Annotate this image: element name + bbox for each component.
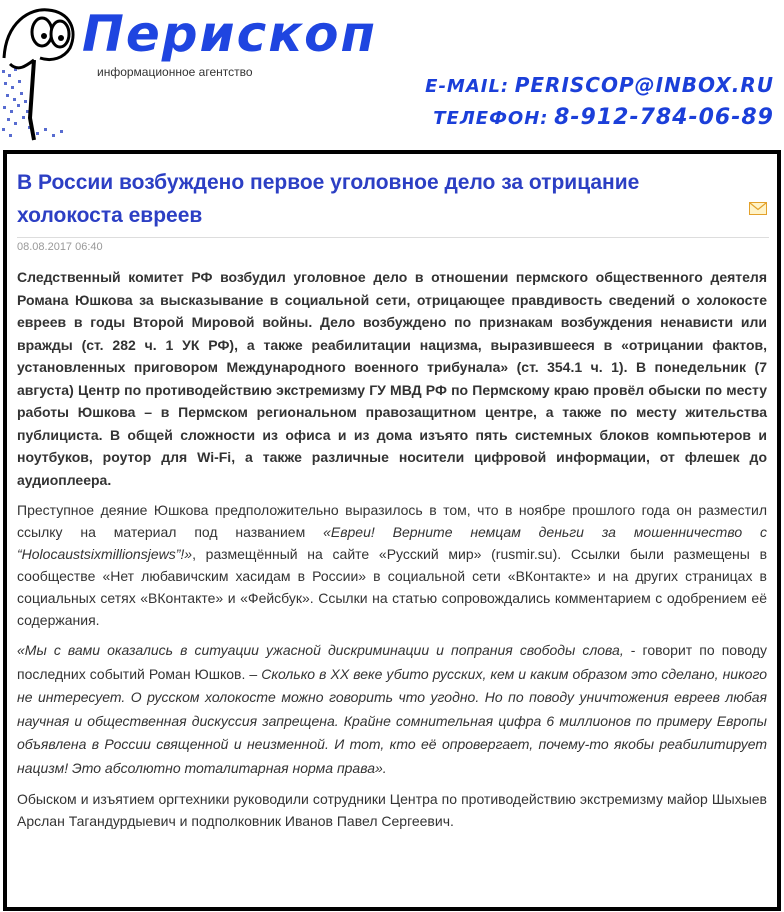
contact-email [425, 73, 774, 97]
phone-value: 8-912-784-06-89 [554, 105, 774, 130]
site-logo-text[interactable]: Перископ [82, 5, 378, 63]
site-tagline: информационное агентство [97, 65, 253, 79]
site-header [0, 0, 784, 146]
article-panel [3, 150, 781, 911]
article-paragraph-2 [17, 499, 767, 631]
contact-phone [433, 105, 774, 130]
article-paragraph-3 [17, 639, 767, 780]
article-title[interactable]: В России возбуждено первое уголовное дело за отрицание холокоста евреев [17, 171, 640, 227]
email-value[interactable]: PERISCOP@INBOX.RU [514, 73, 774, 97]
paragraph-2-quoted-title: «Евреи! Верните немцам деньги за мошенничество с “Holocaustsixmillionsjews”!» [17, 524, 767, 562]
article-lead-paragraph: Следственный комитет РФ возбудил уголовное дело в отношении пермского общественного деятеля Романа Юшкова за высказывание в социальной сети, отрицающее правдивость сведений о холокосте евреев в годы Второй Мировой войны. Дело возбуждено по признакам возбуждения ненависти или вражды (ст. 282 ч. 1 УК РФ), а также реабилитации нацизма, выразившееся в «отрицании фактов, установленных приговором Международного военного трибунала» (ст. 354.1 ч. 1). В понедельник (7 августа) Центр по противодействию экстремизму ГУ МВД РФ по Пермскому краю провёл обыски по месту работы Юшкова – в Пермском региональном правозащитном центре, а также по месту жительства публициста. В общей сложности из офиса и из дома изъято пять системных блоков компьютеров и ноутбуков, роутор для Wi-Fi, а также различные носители цифровой информации, от флешек до аудиоплеера. [17, 269, 767, 488]
paragraph-3-quote-b: Сколько в XX веке убито русских, кем и каким образом это сделано, никого не интересует. О русском холокосте можно говорить что угодно. Но по поводу уничтожения евреев любая научная и общественная дискуссия запрещена. Крайне сомнительная цифра 6 миллионов по примеру Европы объявлена в России священной и неизменной. И тот, кто её опровергает, почему-то якобы реабилитирует нацизм! Это абсолютно тоталитарная норма права». [17, 665, 768, 776]
mail-icon[interactable] [749, 202, 767, 215]
paragraph-3-quote-a: «Мы с вами оказались в ситуации ужасной дискриминации и попрания свободы слова, [17, 642, 624, 658]
paragraph-3-attribution: - говорит по поводу последних событий Роман Юшков. – [17, 642, 767, 682]
email-label: E-MAIL: [425, 76, 510, 97]
periscope-logo-icon[interactable] [0, 0, 90, 146]
paragraph-2-text-b: , размещённый на сайте «Русский мир» (rusmir.su). Ссылки были размещены в сообществе «Нет любавичским хасидам в России» в социальной сети «ВКонтакте» и на других страницах в социальных сетях «ВКонтакте» и «Фейсбук». Ссылки на статью сопровождались комментарием с одобрением её содержания. [17, 546, 767, 628]
phone-label: ТЕЛЕФОН: [433, 108, 549, 129]
article-date: 08.08.2017 06:40 [17, 241, 103, 253]
article-body [17, 266, 767, 840]
paragraph-2-text-a: Преступное деяние Юшкова предположительно выразилось в том, что в ноябре прошлого года он разместил ссылку на материал под названием [17, 502, 767, 540]
article-paragraph-4: Обыском и изъятием оргтехники руководили сотрудники Центра по противодействию экстремизму майор Шыхыев Арслан Тагандурдыевич и подполковник Иванов Павел Сергеевич. [17, 791, 767, 829]
title-divider [17, 237, 769, 238]
